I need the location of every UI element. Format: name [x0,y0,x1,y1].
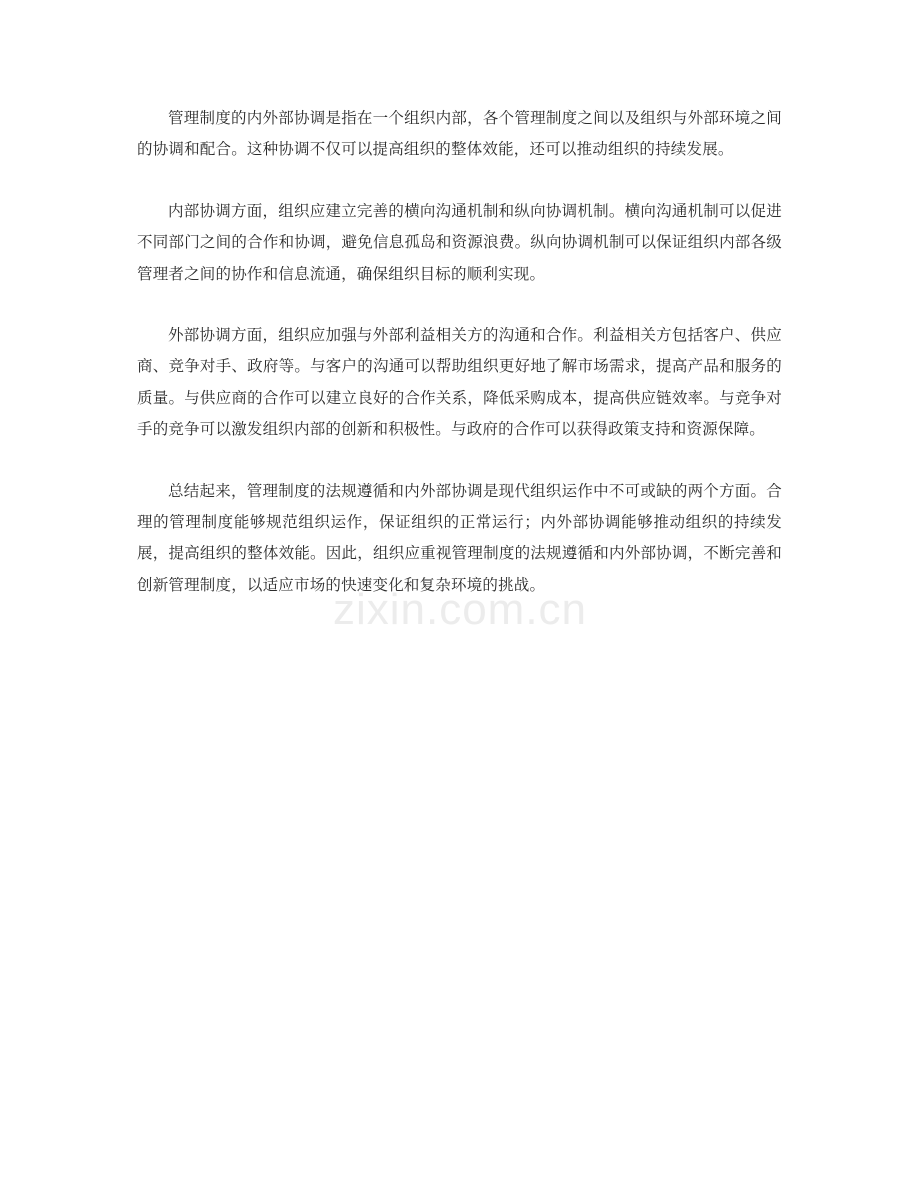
paragraph-intro: 管理制度的内外部协调是指在一个组织内部，各个管理制度之间以及组织与外部环境之间的协调和配合。这种协调不仅可以提高组织的整体效能，还可以推动组织的持续发展。 [137,109,782,159]
watermark: zixin.com.cn [332,585,588,634]
paragraph-internal-coordination: 内部协调方面，组织应建立完善的横向沟通机制和纵向协调机制。横向沟通机制可以促进不同部门之间的合作和协调，避免信息孤岛和资源浪费。纵向协调机制可以保证组织内部各级管理者之间的协作和信息流通，确保组织目标的顺利实现。 [137,201,782,283]
paragraph-external-coordination: 外部协调方面，组织应加强与外部利益相关方的沟通和合作。利益相关方包括客户、供应商、竞争对手、政府等。与客户的沟通可以帮助组织更好地了解市场需求，提高产品和服务的质量。与供应商的合作可以建立良好的合作关系，降低采购成本，提高供应链效率。与竞争对手的竞争可以激发组织内部的创新和积极性。与政府的合作可以获得政策支持和资源保障。 [137,326,782,439]
paragraph-conclusion: 总结起来，管理制度的法规遵循和内外部协调是现代组织运作中不可或缺的两个方面。合理的管理制度能够规范组织运作，保证组织的正常运行；内外部协调能够推动组织的持续发展，提高组织的整体效能。因此，组织应重视管理制度的法规遵循和内外部协调，不断完善和创新管理制度，以适应市场的快速变化和复杂环境的挑战。 [137,481,782,594]
document-body [137,103,782,631]
